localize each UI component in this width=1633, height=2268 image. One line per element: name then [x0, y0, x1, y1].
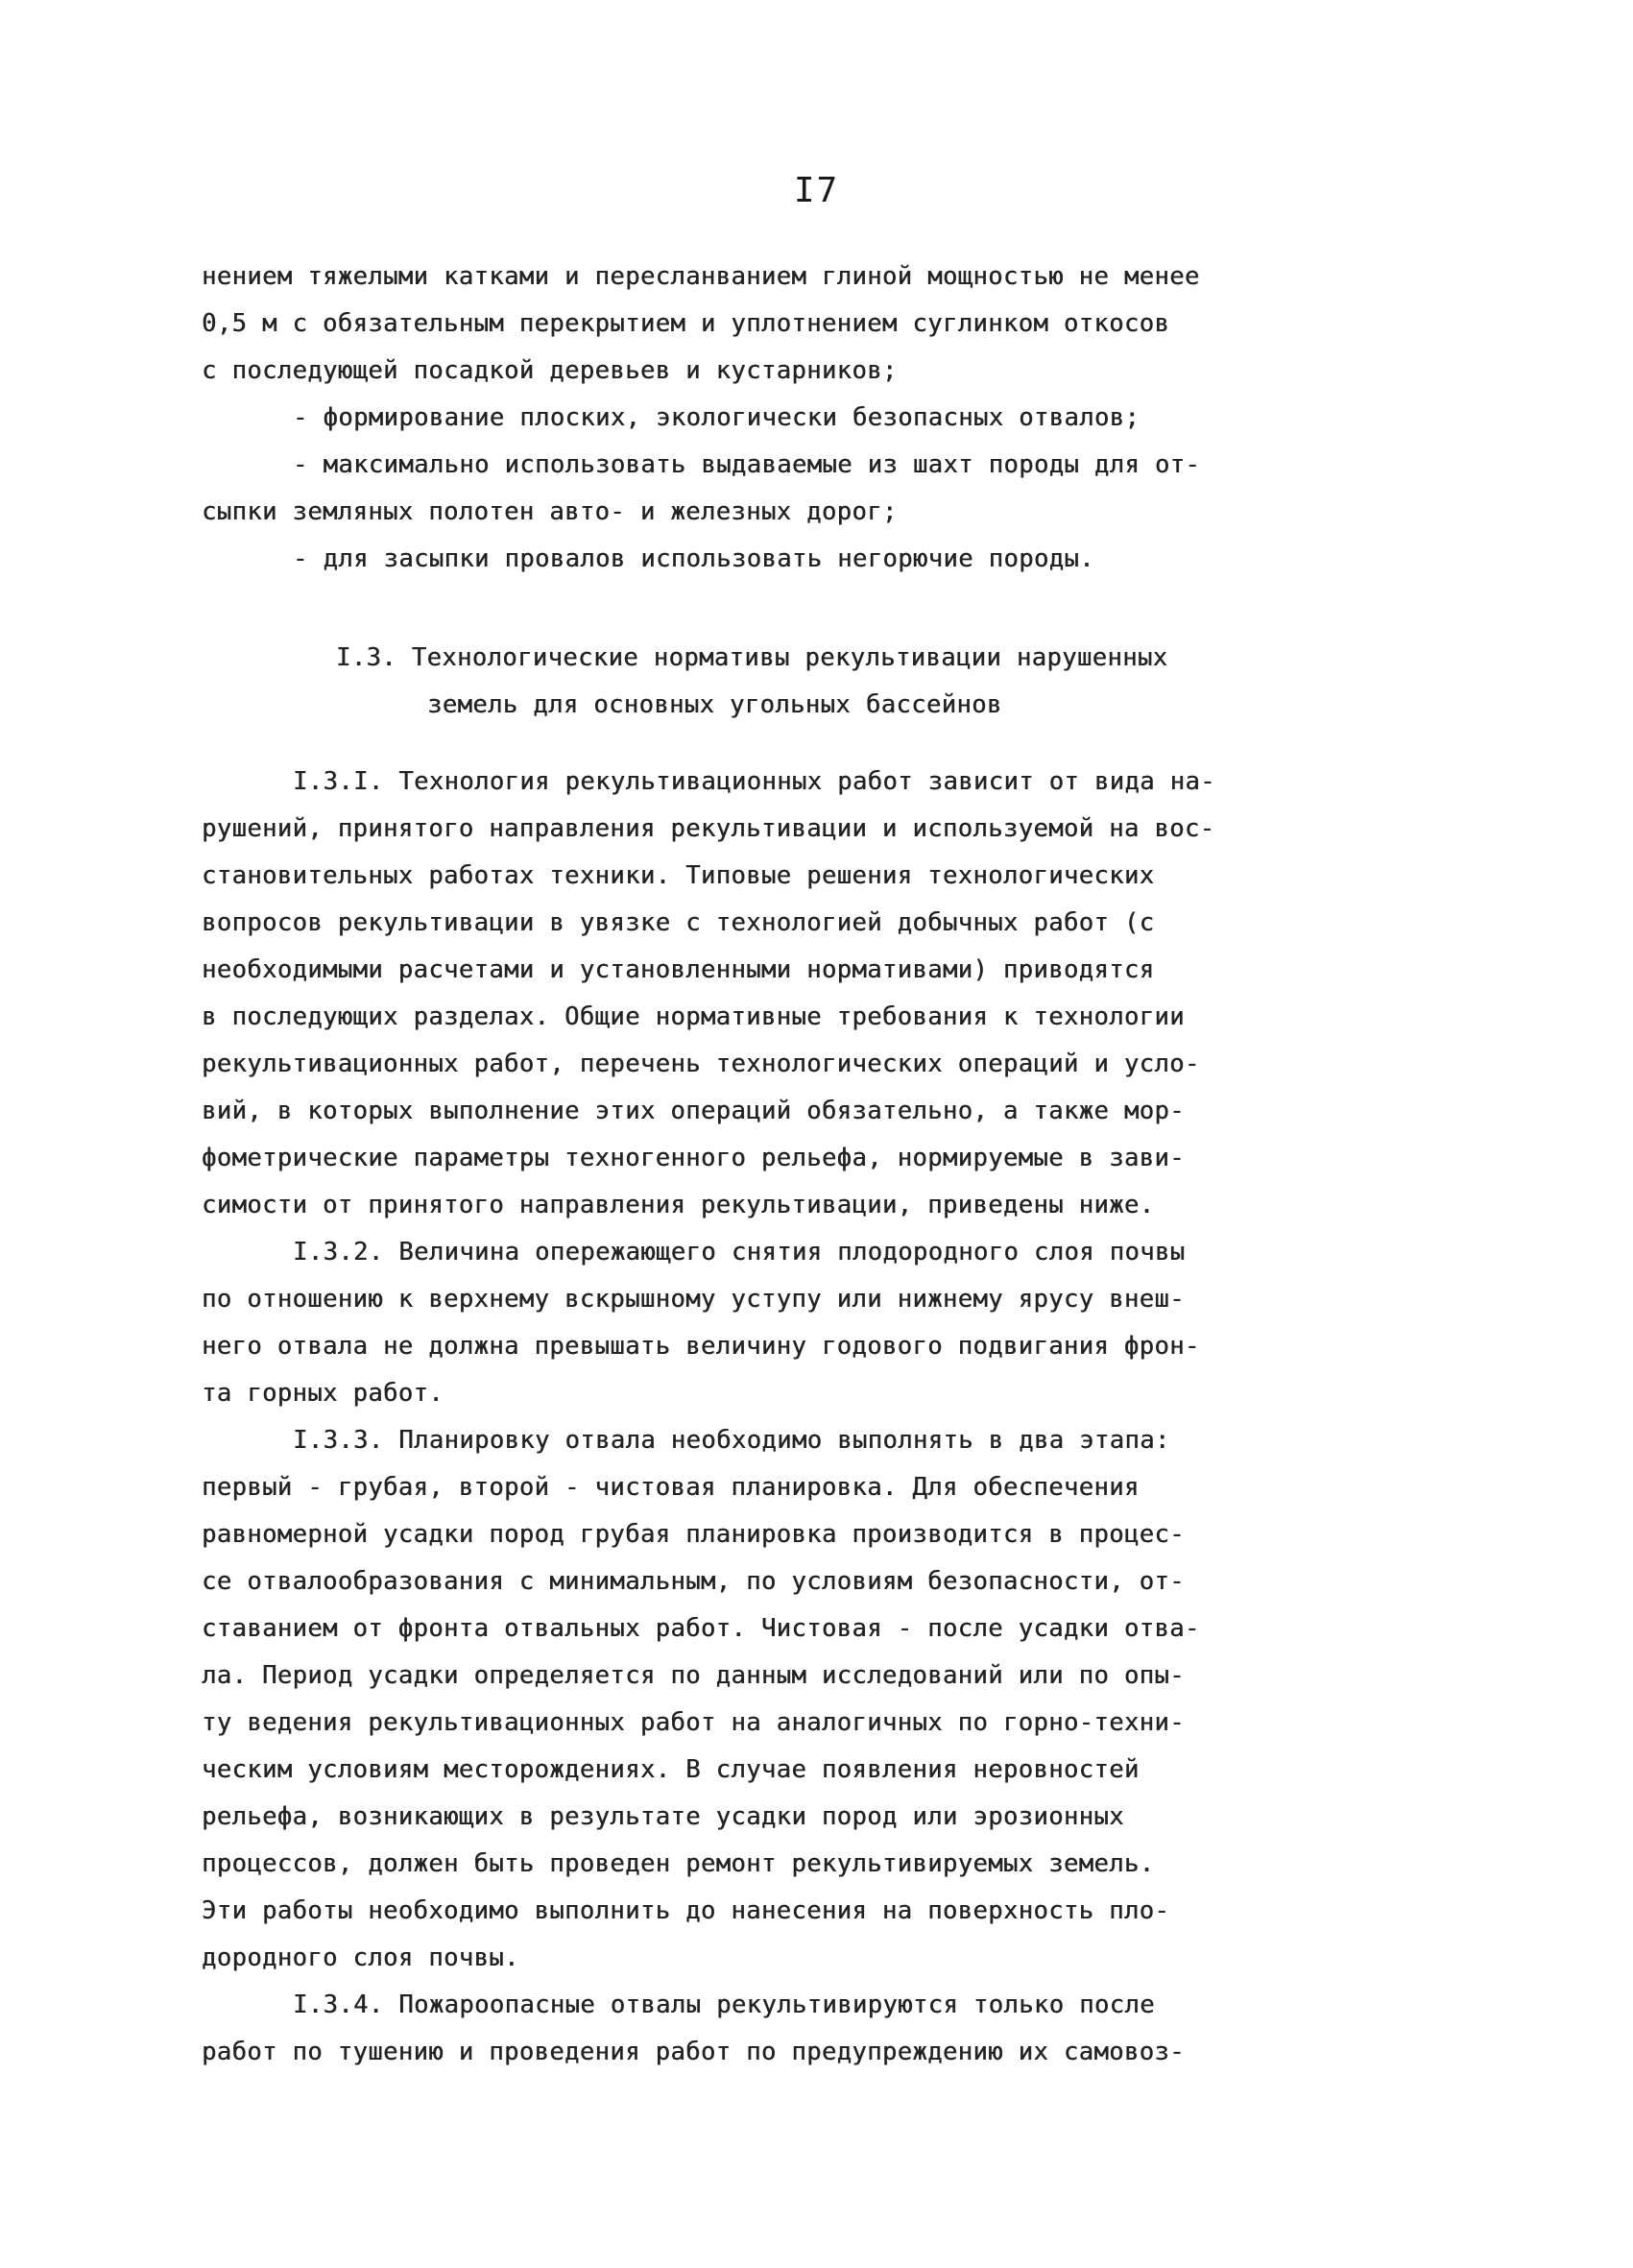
text-line: сыпки земляных полотен авто- и железных дорог; [202, 497, 898, 526]
paragraph-start-1-3-3: I.3.3. Планировку отвала необходимо выполнять в два этапа: [293, 1426, 1170, 1455]
main-text-block [202, 759, 1450, 2076]
text-line: процессов, должен быть проведен ремонт рекультивируемых земель. [202, 1849, 1155, 1878]
text-line: Эти работы необходимо выполнить до нанесения на поверхность пло- [202, 1896, 1170, 1925]
paragraph-start-1-3-4: I.3.4. Пожароопасные отвалы рекультивируются только после [293, 1991, 1155, 2019]
section-heading [202, 635, 1450, 729]
text-line: рушений, принятого направления рекультивации и используемой на вос- [202, 814, 1215, 843]
text-line: дородного слоя почвы. [202, 1943, 519, 1972]
page-number: I7 [793, 171, 840, 210]
text-line: ставанием от фронта отвальных работ. Чистовая - после усадки отва- [202, 1614, 1200, 1643]
top-text-block [202, 253, 1450, 583]
text-line: ла. Период усадки определяется по данным исследований или по опы- [202, 1661, 1185, 1690]
text-line: становительных работах техники. Типовые решения технологических [202, 861, 1155, 890]
list-item: - для засыпки провалов использовать негорючие породы. [293, 544, 1094, 573]
paragraph-start-1-3-2: I.3.2. Величина опережающего снятия плодородного слоя почвы [293, 1238, 1186, 1267]
text-line: рельефа, возникающих в результате усадки пород или эрозионных [202, 1802, 1124, 1831]
text-line: та горных работ. [202, 1379, 444, 1408]
text-line: фометрические параметры техногенного рельефа, нормируемые в зави- [202, 1144, 1185, 1172]
text-line: вий, в которых выполнение этих операций обязательно, а также мор- [202, 1097, 1185, 1125]
text-line: вопросов рекультивации в увязке с технологией добычных работ (с [202, 908, 1155, 937]
list-item: - максимально использовать выдаваемые из шахт породы для от- [293, 450, 1201, 479]
text-line: работ по тушению и проведения работ по предупреждению их самовоз- [202, 2038, 1185, 2066]
text-line: него отвала не должна превышать величину годового подвигания фрон- [202, 1332, 1200, 1361]
text-line: нением тяжелыми катками и пересланванием глиной мощностью не менее [202, 262, 1200, 291]
text-line: с последующей посадкой деревьев и кустарников; [202, 356, 898, 385]
text-line: первый - грубая, второй - чистовая планировка. Для обеспечения [202, 1473, 1140, 1502]
text-line: равномерной усадки пород грубая планировка производится в процес- [202, 1520, 1185, 1549]
text-line: симости от принятого направления рекультивации, приведены ниже. [202, 1191, 1155, 1219]
paragraph-start-1-3-1: I.3.I. Технология рекультивационных работ зависит от вида на- [293, 767, 1215, 796]
text-line: необходимыми расчетами и установленными нормативами) приводятся [202, 955, 1155, 984]
text-line: 0,5 м с обязательным перекрытием и уплотнением суглинком откосов [202, 309, 1170, 338]
list-item: - формирование плоских, экологически безопасных отвалов; [293, 403, 1141, 432]
text-line: по отношению к верхнему вскрышному уступу или нижнему ярусу внеш- [202, 1285, 1185, 1314]
section-heading-line: I.3. Технологические нормативы рекультивации нарушенных [336, 643, 1168, 672]
text-line: се отвалообразования с минимальным, по условиям безопасности, от- [202, 1567, 1185, 1596]
text-line: ту ведения рекультивационных работ на аналогичных по горно-техни- [202, 1708, 1185, 1737]
section-heading-line: земель для основных угольных бассейнов [427, 690, 1002, 719]
text-line: ческим условиям месторождениях. В случае появления неровностей [202, 1755, 1140, 1784]
text-line: в последующих разделах. Общие нормативные требования к технологии [202, 1002, 1185, 1031]
text-line: рекультивационных работ, перечень технологических операций и усло- [202, 1050, 1200, 1078]
